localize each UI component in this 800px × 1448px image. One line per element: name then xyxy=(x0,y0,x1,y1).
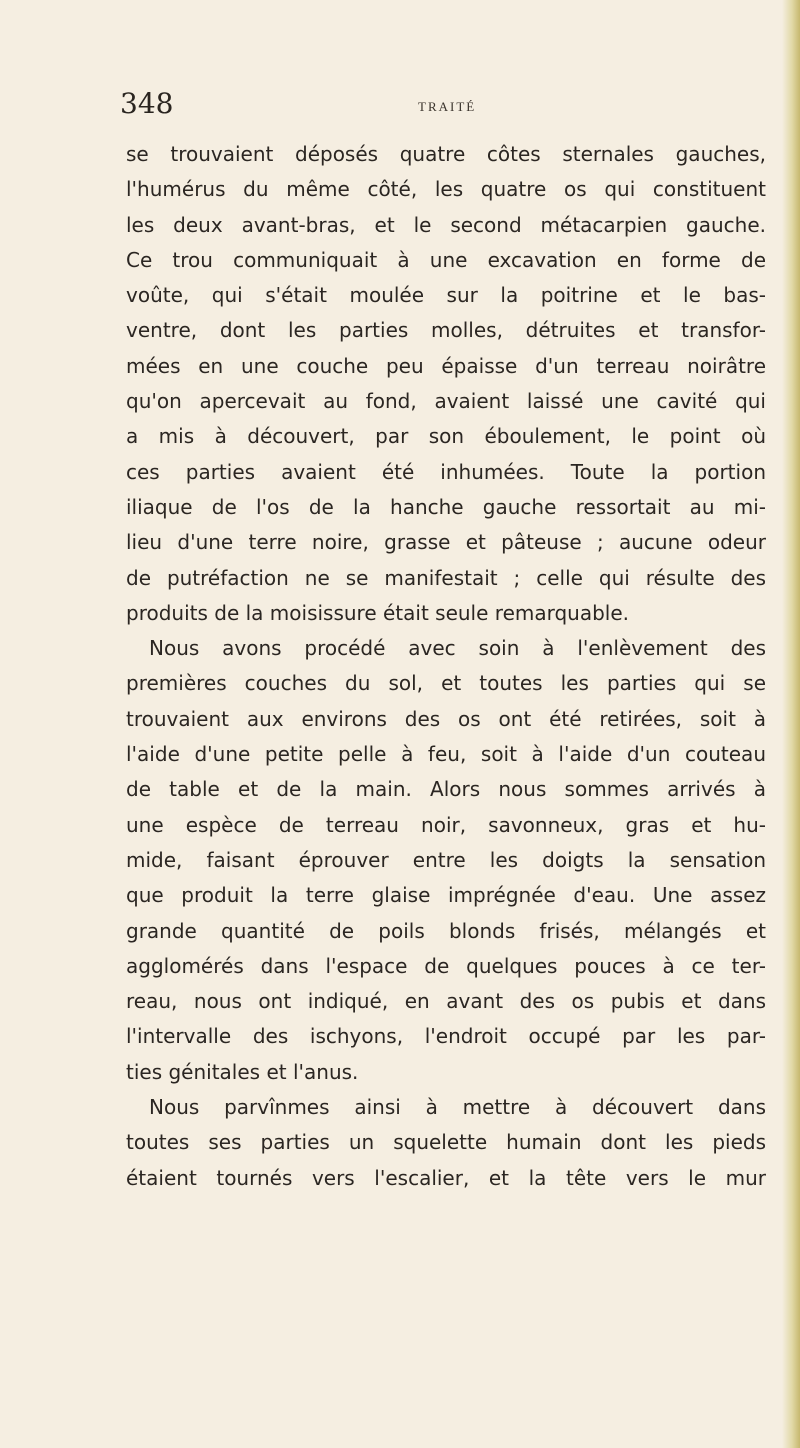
text-line: les deux avant-bras, et le second métacarpien gauche. xyxy=(126,212,766,237)
text-line: de putréfaction ne se manifestait ; celle qui résulte des xyxy=(126,565,766,590)
text-line: iliaque de l'os de la hanche gauche ressortait au mi- xyxy=(126,494,766,519)
text-line: trouvaient aux environs des os ont été retirées, soit à xyxy=(126,706,766,731)
body-text xyxy=(126,137,766,1196)
text-line: ventre, dont les parties molles, détruites et transfor- xyxy=(126,318,766,343)
text-line: l'aide d'une petite pelle à feu, soit à l'aide d'un couteau xyxy=(126,742,766,767)
text-line: lieu d'une terre noire, grasse et pâteuse ; aucune odeur xyxy=(126,530,766,555)
text-line: qu'on apercevait au fond, avaient laissé une cavité qui xyxy=(126,389,766,414)
page-edge-shadow xyxy=(782,0,800,1448)
text-line: Nous avons procédé avec soin à l'enlèvement des xyxy=(149,636,766,661)
text-line: ces parties avaient été inhumées. Toute la portion xyxy=(126,459,766,484)
text-line: de table et de la main. Alors nous sommes arrivés à xyxy=(126,777,766,802)
text-line: se trouvaient déposés quatre côtes sternales gauches, xyxy=(126,142,766,166)
text-line: que produit la terre glaise imprégnée d'eau. Une assez xyxy=(126,883,766,908)
text-line: reau, nous ont indiqué, en avant des os pubis et dans xyxy=(126,989,766,1014)
text-line: l'intervalle des ischyons, l'endroit occupé par les par- xyxy=(126,1024,766,1049)
page-header xyxy=(0,87,800,130)
text-line: étaient tournés vers l'escalier, et la tête vers le mur xyxy=(126,1165,766,1190)
page-number: 348 xyxy=(120,87,174,120)
text-line: a mis à découvert, par son éboulement, le point où xyxy=(126,424,766,449)
text-line: mées en une couche peu épaisse d'un terreau noirâtre xyxy=(126,353,766,378)
text-line: voûte, qui s'était moulée sur la poitrine et le bas- xyxy=(126,283,766,308)
running-head: TRAITÉ xyxy=(418,99,477,114)
text-line: l'humérus du même côté, les quatre os qui constituent xyxy=(126,177,766,202)
text-line: une espèce de terreau noir, savonneux, gras et hu- xyxy=(126,812,766,837)
text-line: Nous parvînmes ainsi à mettre à découvert dans xyxy=(149,1095,766,1120)
text-line: ties génitales et l'anus. xyxy=(126,1059,359,1084)
text-line: produits de la moisissure était seule remarquable. xyxy=(126,600,630,625)
text-line: mide, faisant éprouver entre les doigts la sensation xyxy=(126,847,766,872)
text-line: toutes ses parties un squelette humain dont les pieds xyxy=(126,1130,766,1155)
text-line: Ce trou communiquait à une excavation en forme de xyxy=(126,247,766,272)
text-line: premières couches du sol, et toutes les parties qui se xyxy=(126,671,766,696)
text-line: agglomérés dans l'espace de quelques pouces à ce ter- xyxy=(126,953,766,978)
text-line: grande quantité de poils blonds frisés, mélangés et xyxy=(126,918,766,943)
